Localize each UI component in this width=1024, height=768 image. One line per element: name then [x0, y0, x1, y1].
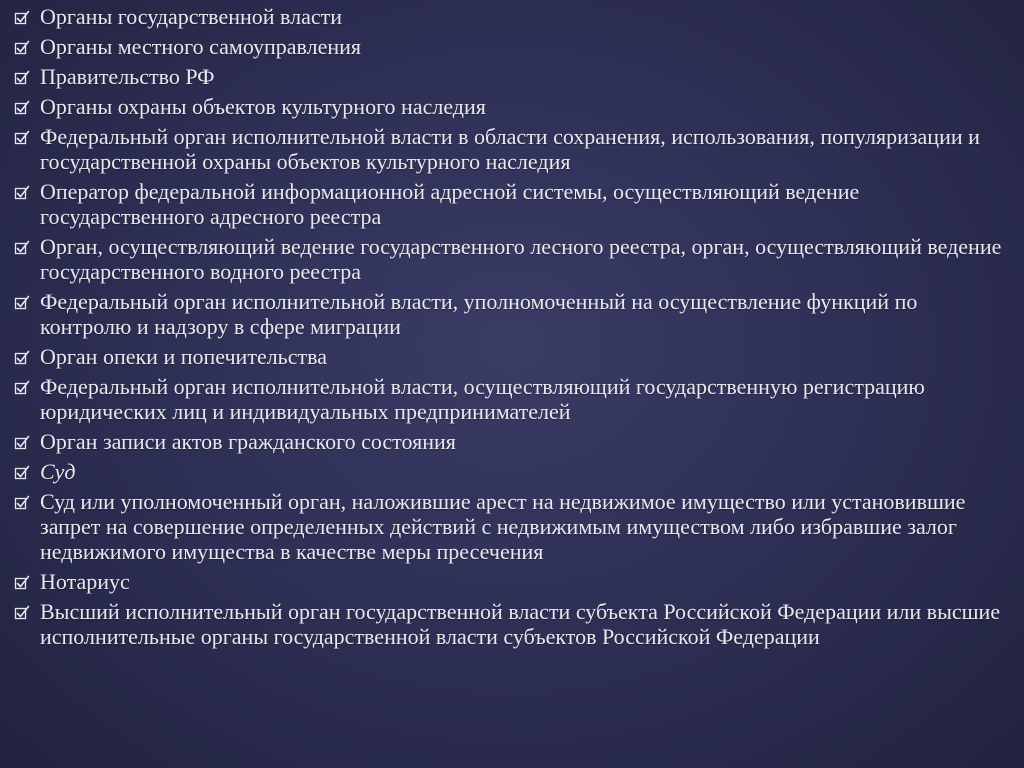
checkbox-check-icon	[14, 350, 30, 366]
checkbox-check-icon	[14, 465, 30, 481]
list-item-text: Суд или уполномоченный орган, наложившие арест на недвижимое имущество или установившие запрет на совершение определенных действий с недвижимым имуществом либо избравшие залог недвижимого имущества в качестве меры пресечения	[40, 489, 966, 564]
list-item	[14, 344, 1004, 369]
list-item	[14, 489, 1004, 564]
checkbox-check-icon	[14, 185, 30, 201]
list-item	[14, 4, 1004, 29]
list-item-text: Органы охраны объектов культурного наследия	[40, 94, 486, 119]
checkbox-check-icon	[14, 495, 30, 511]
list-item	[14, 569, 1004, 594]
list-item	[14, 289, 1004, 339]
list-item	[14, 599, 1004, 649]
checkbox-check-icon	[14, 295, 30, 311]
list-item	[14, 179, 1004, 229]
checkbox-check-icon	[14, 575, 30, 591]
list-item-text: Федеральный орган исполнительной власти в области сохранения, использования, популяризации и государственной охраны объектов культурного наследия	[40, 124, 980, 174]
list-item	[14, 34, 1004, 59]
checkbox-check-icon	[14, 10, 30, 26]
list-item	[14, 429, 1004, 454]
list-item	[14, 64, 1004, 89]
checkbox-check-icon	[14, 40, 30, 56]
list-item-text: Высший исполнительный орган государственной власти субъекта Российской Федерации или высшие исполнительные органы государственной власти субъектов Российской Федерации	[40, 599, 1001, 649]
list-item-text: Орган опеки и попечительства	[40, 344, 327, 369]
list-item-text: Орган, осуществляющий ведение государственного лесного реестра, орган, осуществляющий ведение государственного водного реестра	[40, 234, 1002, 284]
checkbox-check-icon	[14, 380, 30, 396]
list-item	[14, 459, 1004, 484]
list-item-text: Органы местного самоуправления	[40, 34, 362, 59]
list-item-text: Правительство РФ	[40, 64, 215, 89]
list-item	[14, 374, 1004, 424]
list-item	[14, 124, 1004, 174]
list-item	[14, 234, 1004, 284]
checkbox-check-icon	[14, 240, 30, 256]
checkbox-check-icon	[14, 605, 30, 621]
list-item-text: Орган записи актов гражданского состояния	[40, 429, 456, 454]
checkbox-check-icon	[14, 435, 30, 451]
bullet-list	[14, 4, 1004, 649]
list-item-text: Органы государственной власти	[40, 4, 343, 29]
list-item	[14, 94, 1004, 119]
list-item-text: Федеральный орган исполнительной власти, осуществляющий государственную регистрацию юридических лиц и индивидуальных предпринимателей	[40, 374, 925, 424]
checkbox-check-icon	[14, 70, 30, 86]
list-item-text: Нотариус	[40, 569, 130, 594]
list-item-text: Федеральный орган исполнительной власти, уполномоченный на осуществление функций по контролю и надзору в сфере миграции	[40, 289, 918, 339]
checkbox-check-icon	[14, 130, 30, 146]
list-item-text: Суд	[40, 459, 76, 484]
checkbox-check-icon	[14, 100, 30, 116]
list-item-text: Оператор федеральной информационной адресной системы, осуществляющий ведение государственного адресного реестра	[40, 179, 860, 229]
